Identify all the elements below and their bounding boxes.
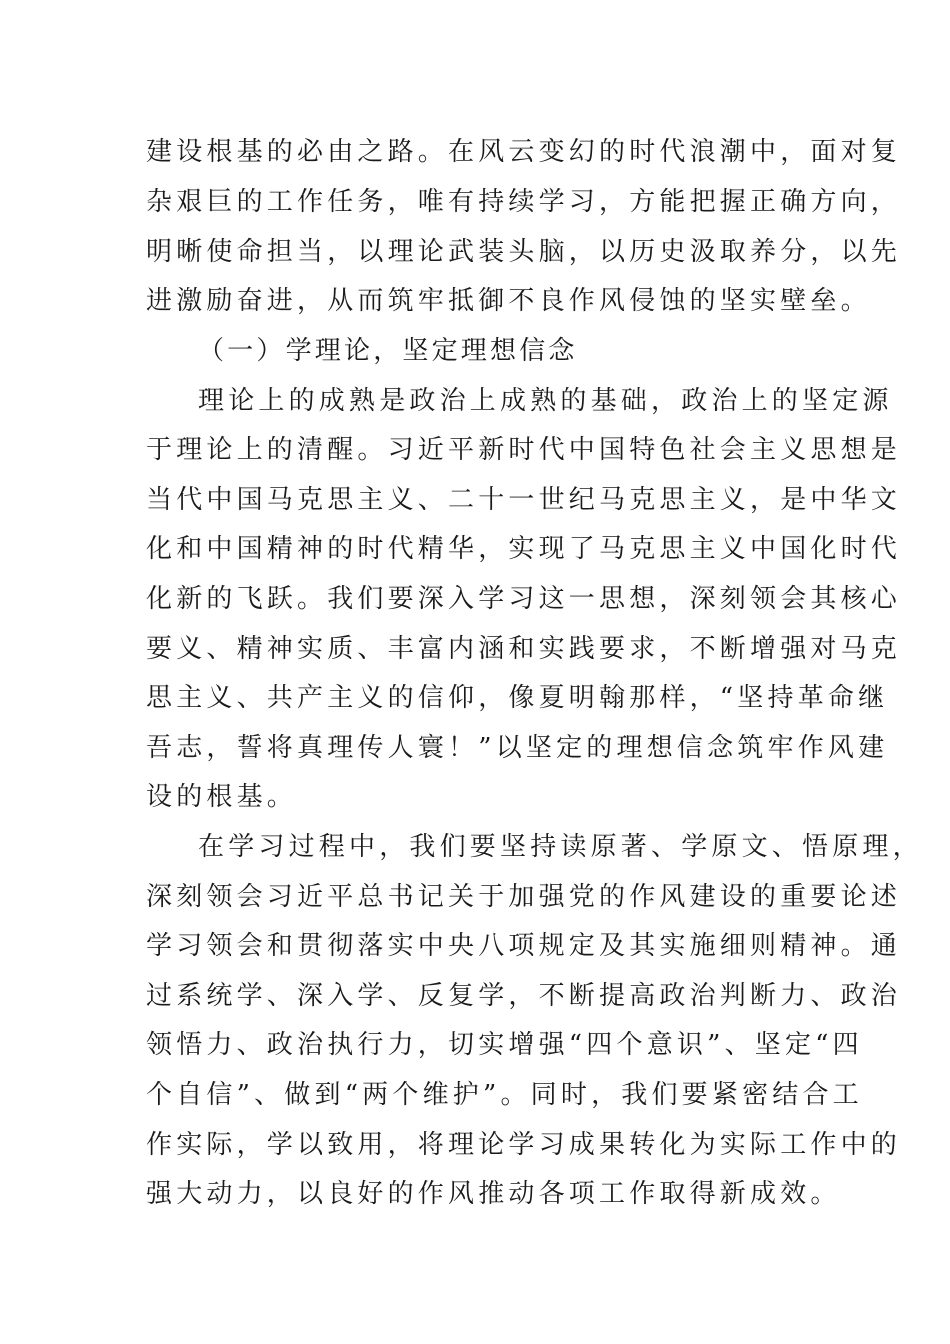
paragraph-line: 杂艰巨的工作任务，唯有持续学习，方能把握正确方向， bbox=[146, 187, 902, 217]
paragraph-line: 学习领会和贯彻落实中央八项规定及其实施细则精神。通 bbox=[146, 931, 902, 961]
paragraph-line: 强大动力，以良好的作风推动各项工作取得新成效。 bbox=[146, 1179, 841, 1209]
paragraph-line: 设的根基。 bbox=[146, 782, 298, 812]
paragraph-line: 理论上的成熟是政治上成熟的基础，政治上的坚定源 bbox=[198, 386, 893, 416]
paragraph-line: 吾志，誓将真理传人寰！”以坚定的理想信念筑牢作风建 bbox=[146, 733, 889, 763]
paragraph-line: 过系统学、深入学、反复学，不断提高政治判断力、政治 bbox=[146, 981, 902, 1011]
paragraph-line: 化和中国精神的时代精华，实现了马克思主义中国化时代 bbox=[146, 534, 902, 564]
paragraph-line: 作实际，学以致用，将理论学习成果转化为实际工作中的 bbox=[146, 1130, 902, 1160]
paragraph-line: 深刻领会习近平总书记关于加强党的作风建设的重要论述 bbox=[146, 882, 902, 912]
paragraph-line: 领悟力、政治执行力，切实增强“四个意识”、坚定“四 bbox=[146, 1030, 863, 1060]
paragraph-line: 个自信”、做到“两个维护”。同时，我们要紧密结合工 bbox=[146, 1080, 863, 1110]
paragraph-line: 进激励奋进，从而筑牢抵御不良作风侵蚀的坚实壁垒。 bbox=[146, 286, 871, 316]
section-heading: （一）学理论，坚定理想信念 bbox=[198, 336, 578, 366]
paragraph-line: 思主义、共产主义的信仰，像夏明翰那样，“坚持革命继 bbox=[146, 683, 889, 713]
paragraph-line: 明晰使命担当，以理论武装头脑，以历史汲取养分，以先 bbox=[146, 237, 902, 267]
paragraph-line: 化新的飞跃。我们要深入学习这一思想，深刻领会其核心 bbox=[146, 584, 902, 614]
paragraph-line: 于理论上的清醒。习近平新时代中国特色社会主义思想是 bbox=[146, 435, 902, 465]
paragraph-line: 要义、精神实质、丰富内涵和实践要求，不断增强对马克 bbox=[146, 634, 902, 664]
paragraph-line: 当代中国马克思主义、二十一世纪马克思主义，是中华文 bbox=[146, 485, 902, 515]
paragraph-line: 建设根基的必由之路。在风云变幻的时代浪潮中，面对复 bbox=[146, 137, 902, 167]
paragraph-line: 在学习过程中，我们要坚持读原著、学原文、悟原理， bbox=[198, 832, 923, 862]
